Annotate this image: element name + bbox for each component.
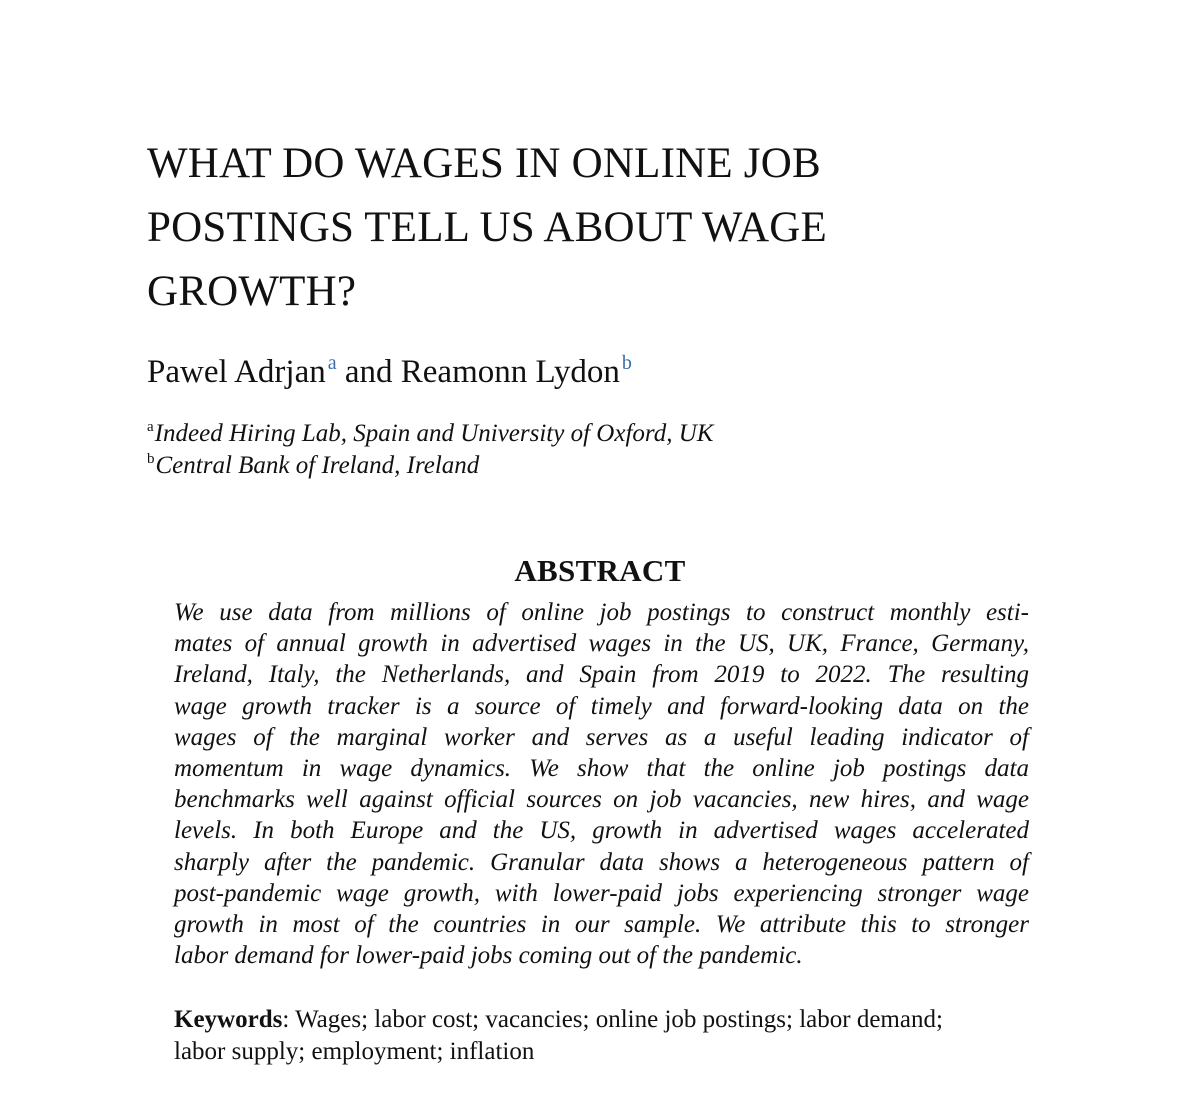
- title-line: POSTINGS TELL US ABOUT WAGE: [147, 204, 827, 251]
- paper-title: [147, 132, 1047, 324]
- author-name: Reamonn Lydon: [400, 354, 620, 390]
- abstract-heading: ABSTRACT: [514, 553, 686, 588]
- affiliation-text: Indeed Hiring Lab, Spain and University of Oxford, UK: [154, 420, 714, 447]
- affiliation: [147, 450, 479, 482]
- abstract-line: labor demand for lower-paid jobs coming out of the pandemic.: [174, 942, 803, 970]
- affiliation-mark: a: [147, 419, 154, 435]
- affiliation-text: Central Bank of Ireland, Ireland: [155, 452, 480, 479]
- keywords-line: [174, 1004, 1034, 1036]
- abstract-line: Ireland, Italy, the Netherlands, and Spain from 2019 to 2022. The resulting: [174, 661, 1029, 689]
- abstract-line: mates of annual growth in advertised wages in the US, UK, France, Germany,: [174, 630, 1029, 658]
- author-conjunction: and: [344, 354, 393, 390]
- author-name: Pawel Adrjan: [147, 354, 326, 390]
- abstract-line: benchmarks well against official sources on job vacancies, new hires, and wage: [174, 786, 1029, 814]
- title-line: WHAT DO WAGES IN ONLINE JOB: [147, 140, 821, 187]
- abstract-line: post-pandemic wage growth, with lower-paid jobs experiencing stronger wage: [174, 879, 1029, 907]
- abstract-line: sharply after the pandemic. Granular data shows a heterogeneous pattern of: [174, 848, 1029, 876]
- abstract-line: momentum in wage dynamics. We show that the online job postings data: [174, 755, 1029, 783]
- abstract-line: levels. In both Europe and the US, growth in advertised wages accelerated: [174, 817, 1029, 845]
- keywords: [174, 1004, 1034, 1067]
- author-list: [147, 350, 632, 394]
- affiliation-link[interactable]: b: [621, 352, 632, 374]
- abstract-body: [174, 597, 1029, 971]
- keywords-label: Keywords: [174, 1006, 283, 1033]
- keywords-text: labor supply; employment; inflation: [174, 1037, 535, 1065]
- abstract-line: wage growth tracker is a source of timely and forward-looking data on the: [174, 692, 1029, 720]
- title-line: GROWTH?: [147, 268, 357, 315]
- abstract-line: growth in most of the countries in our sample. We attribute this to stronger: [174, 911, 1029, 939]
- keywords-text: : Wages; labor cost; vacancies; online job postings; labor demand;: [282, 1006, 943, 1033]
- affiliation-mark: b: [147, 451, 155, 467]
- affiliation: [147, 418, 713, 450]
- abstract-line: wages of the marginal worker and serves as a useful leading indicator of: [174, 723, 1029, 751]
- affiliation-link[interactable]: a: [327, 352, 337, 374]
- abstract-line: We use data from millions of online job postings to construct monthly esti-: [174, 599, 1029, 626]
